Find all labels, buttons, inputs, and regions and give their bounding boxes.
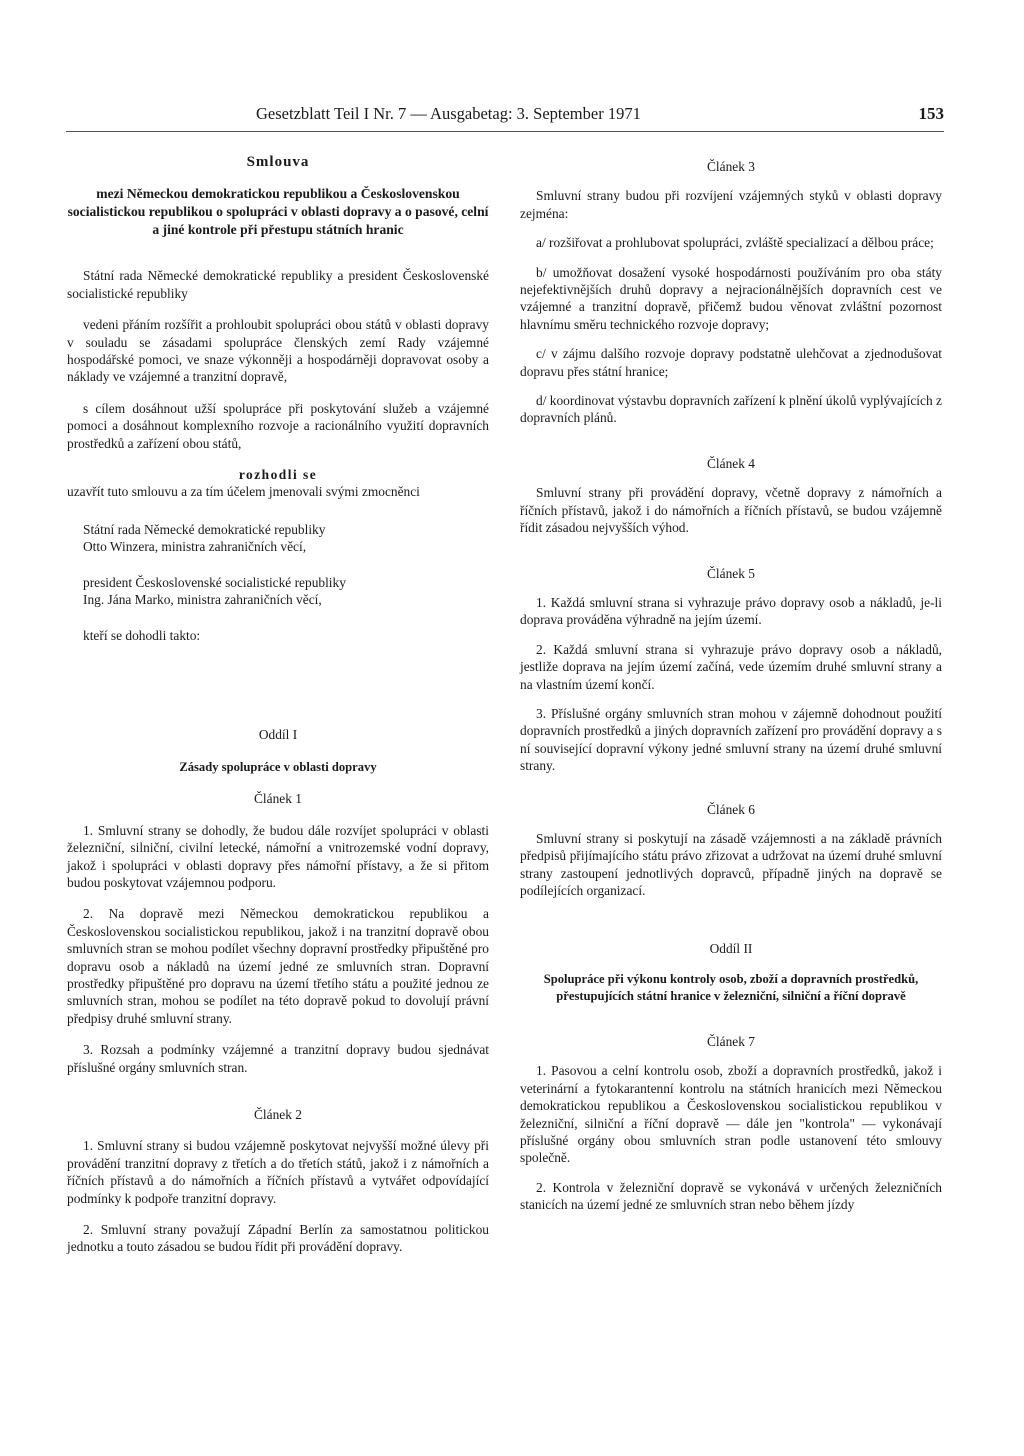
- article-paragraph: 2. Kontrola v železniční dopravě se vykonává v určených železničních stanicích na území jedné ze smluvních stran nebo během jízdy: [520, 1179, 942, 1213]
- article-paragraph: 1. Každá smluvní strana si vyhrazuje právo dopravy osob a nákladů, je-li doprava prováděna výhradně na jejím území.: [520, 594, 942, 628]
- treaty-subtitle: mezi Německou demokratickou republikou a Československou socialistickou republikou o spolupráci v oblasti dopravy a o pasové, celní a jiné kontrole při přestupu státních hranic: [67, 186, 489, 238]
- article-paragraph: 1. Smluvní strany si budou vzájemně poskytovat nejvyšší možné úlevy při provádění tranzitní dopravy z třetích a do třetích států, jakož i z námořních a říčních přístavů a do námořních a říčních přístavů a vytvářet odpovídající podmínky k podpoře tranzitní dopravy.: [67, 1138, 489, 1206]
- agreed-line: kteří se dohodli takto:: [83, 627, 201, 643]
- article-heading: Článek 6: [707, 801, 755, 817]
- right-column: [520, 150, 942, 1214]
- article-item: b/ umožňovat dosažení vysoké hospodárnosti používáním pro oba státy nejefektivnějších druhů dopravy a nejracionálnějších dopravních cest ve vzájemné a tranzitní dopravě, přičemž budou věnovat zvláštní pozornost hlavnímu směru technického rozvoje dopravy;: [520, 264, 942, 332]
- signatory-line: Ing. Jána Marko, ministra zahraničních věcí,: [83, 592, 322, 608]
- signatory-line: Státní rada Německé demokratické republiky: [83, 521, 326, 537]
- article-paragraph: Smluvní strany budou při rozvíjení vzájemných styků v oblasti dopravy zejména:: [520, 188, 942, 221]
- treaty-title: Smlouva: [246, 154, 310, 170]
- article-paragraph: Smluvní strany si poskytují na zásadě vzájemnosti a na základě právních předpisů přijímajícího státu právo zřizovat a udržovat na území druhé smluvní strany zastoupení jednotlivých dopravců, případně jiných na dopravě se podílejících organizací.: [520, 830, 942, 899]
- article-heading: Článek 3: [707, 159, 755, 174]
- article-paragraph: 2. Každá smluvní strana si vyhrazuje právo dopravy osob a nákladů, jestliže doprava na jejím území začíná, vede územím druhé smluvní strany a na vlastním území končí.: [520, 641, 942, 692]
- article-paragraph: 2. Smluvní strany považují Západní Berlín za samostatnou politickou jednotku a touto zásadou se budou řídit při provádění dopravy.: [67, 1222, 489, 1255]
- signatory-line: president Československé socialistické republiky: [83, 574, 346, 590]
- article-heading: Článek 4: [707, 455, 755, 471]
- part-title: Spolupráce při výkonu kontroly osob, zboží a dopravních prostředků, přestupujících státní hranice v železniční, silniční a říční dopravě: [543, 972, 919, 1003]
- article-heading: Článek 1: [254, 791, 302, 807]
- article-item: d/ koordinovat výstavbu dopravních zařízení k plnění úkolů vyplývajících z dopravních plánů.: [520, 393, 942, 426]
- preamble-paragraph: Státní rada Německé demokratické republiky a president Československé socialistické republiky: [67, 268, 489, 301]
- article-paragraph: 3. Příslušné orgány smluvních stran mohou v zájemně dohodnout použití dopravních prostředků a jiných dopravních zařízení pro provádění dopravy a s ní související dopravní výkony jedné smluvní strany na území druhé smluvní strany.: [520, 705, 942, 774]
- part-label: Oddíl I: [258, 726, 298, 742]
- article-paragraph: 1. Smluvní strany se dohodly, že budou dále rozvíjet spolupráci v oblasti železniční, silniční, civilní letecké, námořní a vnitrozemské vodní dopravy, jakož i spolupráci v oblasti dopravy přes námořní přístavy, a že si přitom budou poskytovat vzájemnou podporu.: [67, 822, 489, 890]
- resolved-heading: rozhodli se: [238, 467, 318, 483]
- page-header: [66, 104, 944, 128]
- part-label: Oddíl II: [709, 940, 753, 956]
- article-paragraph: Smluvní strany při provádění dopravy, včetně dopravy z námořních a říčních přístavů, jakož i do námořních a říčních přístavů, se budou vzájemně řídit zásadou nejvyšších výhod.: [520, 485, 942, 536]
- article-heading: Článek 7: [707, 1034, 755, 1049]
- part-title: Zásady spolupráce v oblasti dopravy: [179, 760, 377, 775]
- article-item: a/ rozšiřovat a prohlubovat spolupráci, zvláště specializací a dělbou práce;: [536, 235, 934, 251]
- running-title: Gesetzblatt Teil I Nr. 7 — Ausgabetag: 3. September 1971: [256, 104, 641, 123]
- article-paragraph: 3. Rozsah a podmínky vzájemné a tranzitní dopravy budou sjednávat příslušné orgány smluvních stran.: [67, 1042, 489, 1075]
- article-heading: Článek 2: [254, 1107, 302, 1122]
- signatory-line: Otto Winzera, ministra zahraničních věcí,: [83, 539, 307, 555]
- header-rule: [66, 131, 944, 132]
- left-column: [67, 150, 489, 1256]
- page-number: 153: [918, 104, 944, 123]
- article-heading: Článek 5: [707, 565, 755, 581]
- preamble-paragraph: vedeni přáním rozšířit a prohloubit spolupráci obou států v oblasti dopravy v souladu se zásadami spolupráce členských zemí Rady vzájemné hospodářské pomoci, ve snaze výkonněji a hospodárněji dopravovat osoby a náklady ve vzájemné a tranzitní dopravě,: [67, 317, 489, 385]
- resolved-text: uzavřít tuto smlouvu a za tím účelem jmenovali svými zmocněnci: [67, 484, 420, 500]
- preamble-paragraph: s cílem dosáhnout užší spolupráce při poskytování služeb a vzájemné pomoci a dosáhnout komplexního rozvoje a racionálního využití dopravních prostředků a zařízení obou států,: [67, 400, 489, 451]
- article-item: c/ v zájmu dalšího rozvoje dopravy podstatně ulehčovat a zjednodušovat dopravu přes státní hranice;: [520, 346, 942, 379]
- article-paragraph: 1. Pasovou a celní kontrolu osob, zboží a dopravních prostředků, jakož i veterinární a fytokarantenní kontrolu na státních hranicích mezi Německou demokratickou republikou a Československou socialistickou republikou v železniční, silniční a říční dopravě — dále jen "kontrola" — vykonávají příslušné orgány obou smluvních stran podle ustanovení této smlouvy společně.: [520, 1063, 942, 1166]
- article-paragraph: 2. Na dopravě mezi Německou demokratickou republikou a Československou socialistickou republikou, jakož i na tranzitní dopravě obou smluvních stran se mohou podílet všechny dopravní prostředky připuštěné pro dopravu osob a nákladů na území jedné ze smluvních stran. Dopravní prostředky připuštěné pro dopravu na území třetího státu a použité jednou ze smluvních stran, mohou se podílet na této dopravě pokud to dovolují právní předpisy druhé smluvní strany.: [67, 906, 489, 1026]
